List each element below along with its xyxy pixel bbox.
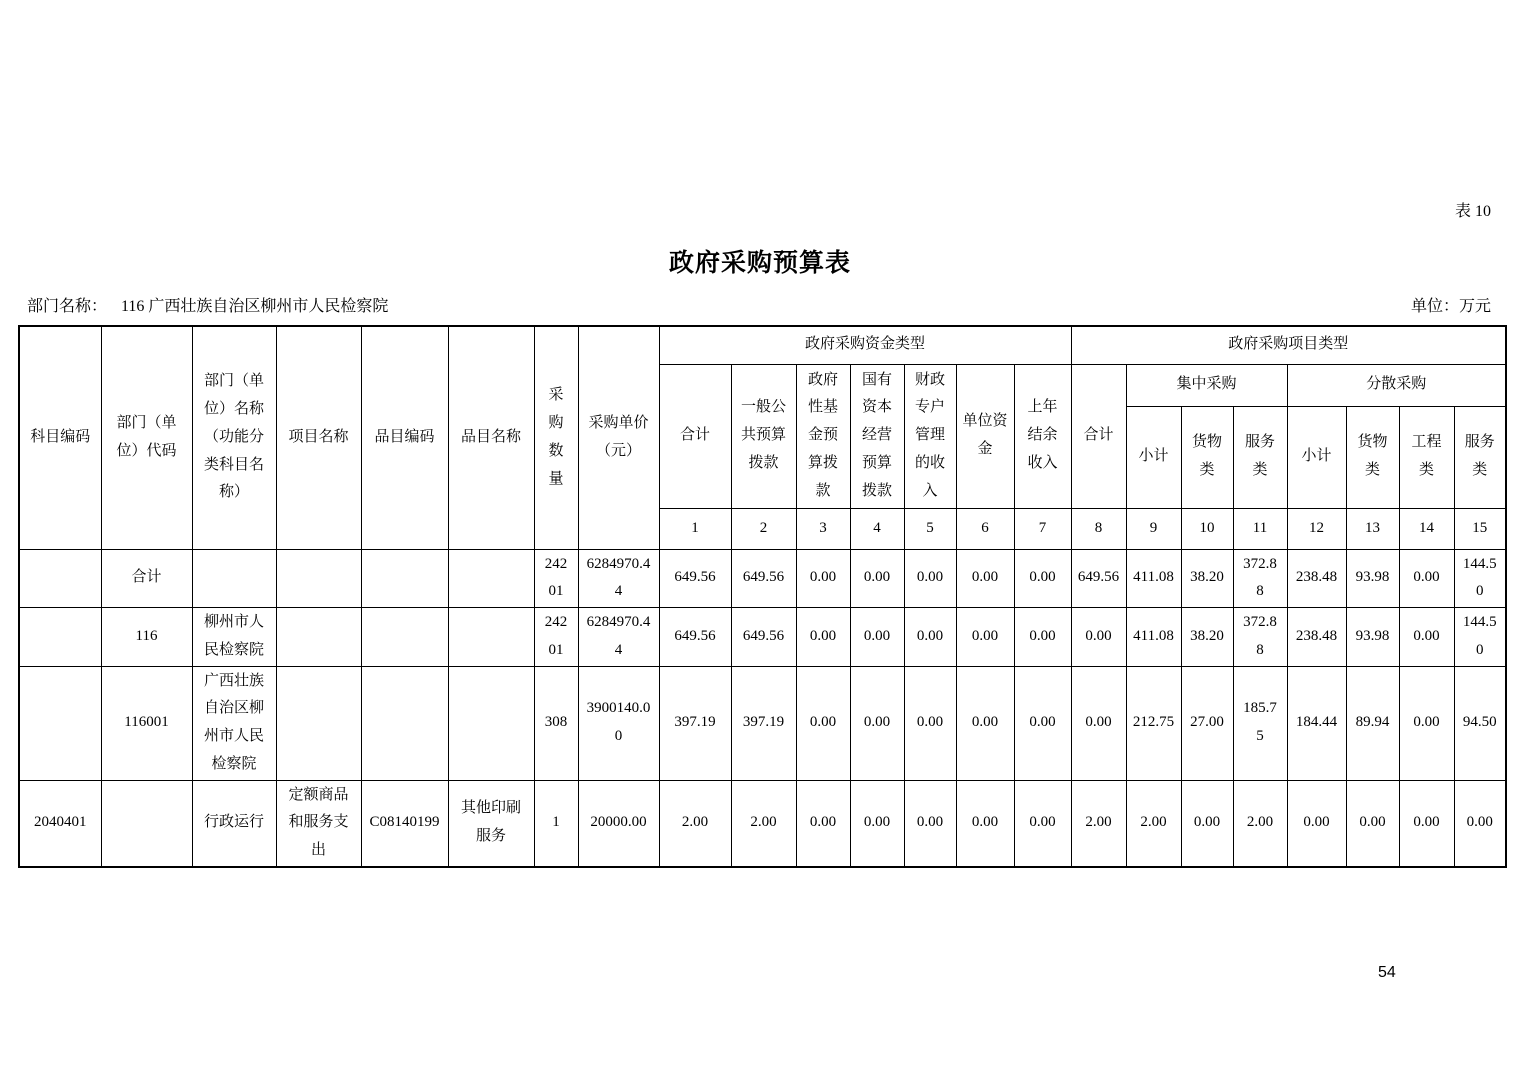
department-label: 部门名称：	[27, 298, 108, 315]
cell-value: 0.00	[956, 608, 1014, 667]
cell-item-name: 其他印刷服务	[448, 780, 534, 867]
cell-dept-name: 柳州市人民检察院	[192, 608, 276, 667]
table-row-item	[19, 780, 1506, 867]
header-prior-year-surplus: 上年结余收入	[1014, 364, 1071, 508]
procurement-budget-table	[18, 325, 1507, 868]
cell-item-code	[361, 666, 448, 780]
header-unit-price: 采购单价（元）	[578, 326, 659, 549]
cell-value: 38.20	[1181, 608, 1233, 667]
cell-unit-price: 20000.00	[578, 780, 659, 867]
cell-value: 0.00	[850, 666, 904, 780]
header-decentralized-goods: 货物类	[1346, 406, 1399, 508]
header-unit-funds: 单位资金	[956, 364, 1014, 508]
cell-value: 0.00	[956, 780, 1014, 867]
cell-value: 0.00	[1014, 608, 1071, 667]
table-row-total	[19, 549, 1506, 608]
cell-value: 0.00	[1071, 608, 1126, 667]
header-fund-total: 合计	[659, 364, 731, 508]
col-number: 1	[659, 508, 731, 549]
cell-dept-name	[192, 549, 276, 608]
cell-item-code: C08140199	[361, 780, 448, 867]
department-value: 116 广西壮族自治区柳州市人民检察院	[121, 298, 389, 315]
cell-value: 0.00	[1399, 608, 1454, 667]
cell-project-name	[276, 549, 361, 608]
cell-project-name	[276, 666, 361, 780]
cell-value: 0.00	[1181, 780, 1233, 867]
col-number: 11	[1233, 508, 1287, 549]
cell-value: 89.94	[1346, 666, 1399, 780]
cell-value: 0.00	[1014, 780, 1071, 867]
header-dept-code: 部门（单位）代码	[101, 326, 192, 549]
col-number: 12	[1287, 508, 1346, 549]
cell-value: 0.00	[1399, 549, 1454, 608]
cell-value: 38.20	[1181, 549, 1233, 608]
header-centralized-goods: 货物类	[1181, 406, 1233, 508]
cell-unit-price: 6284970.44	[578, 608, 659, 667]
cell-subject-code	[19, 549, 101, 608]
cell-value: 0.00	[796, 780, 850, 867]
cell-value: 649.56	[731, 549, 796, 608]
col-number: 8	[1071, 508, 1126, 549]
cell-value: 27.00	[1181, 666, 1233, 780]
cell-dept-code	[101, 780, 192, 867]
cell-value: 144.50	[1454, 549, 1506, 608]
cell-value: 372.88	[1233, 549, 1287, 608]
cell-value: 0.00	[796, 549, 850, 608]
cell-value: 0.00	[1287, 780, 1346, 867]
col-number: 9	[1126, 508, 1181, 549]
cell-value: 0.00	[1014, 666, 1071, 780]
cell-value: 2.00	[1071, 780, 1126, 867]
header-centralized-services: 服务类	[1233, 406, 1287, 508]
cell-dept-code: 116	[101, 608, 192, 667]
cell-value: 212.75	[1126, 666, 1181, 780]
header-decentralized-services: 服务类	[1454, 406, 1506, 508]
col-number: 5	[904, 508, 956, 549]
cell-value: 397.19	[731, 666, 796, 780]
cell-value: 238.48	[1287, 608, 1346, 667]
cell-qty: 24201	[534, 608, 578, 667]
cell-value: 649.56	[1071, 549, 1126, 608]
header-qty: 采购数量	[534, 326, 578, 549]
unit-label: 单位：万元	[1410, 298, 1491, 315]
department-line	[27, 293, 388, 316]
cell-item-name	[448, 549, 534, 608]
cell-value: 0.00	[904, 549, 956, 608]
header-state-capital-budget: 国有资本经营预算拨款	[850, 364, 904, 508]
cell-subject-code: 2040401	[19, 780, 101, 867]
cell-value: 397.19	[659, 666, 731, 780]
cell-qty: 308	[534, 666, 578, 780]
cell-project-name	[276, 608, 361, 667]
header-row-groups	[19, 326, 1506, 364]
cell-value: 411.08	[1126, 608, 1181, 667]
cell-value: 411.08	[1126, 549, 1181, 608]
cell-value: 0.00	[850, 608, 904, 667]
cell-item-code	[361, 549, 448, 608]
cell-value: 0.00	[904, 780, 956, 867]
cell-value: 2.00	[1126, 780, 1181, 867]
cell-value: 144.50	[1454, 608, 1506, 667]
cell-dept-code: 116001	[101, 666, 192, 780]
cell-value: 0.00	[1399, 780, 1454, 867]
header-item-code: 品目编码	[361, 326, 448, 549]
header-project-name: 项目名称	[276, 326, 361, 549]
header-dept-name: 部门（单位）名称（功能分类科目名称）	[192, 326, 276, 549]
cell-subject-code	[19, 608, 101, 667]
col-number: 3	[796, 508, 850, 549]
cell-value: 93.98	[1346, 608, 1399, 667]
col-number: 4	[850, 508, 904, 549]
col-number: 7	[1014, 508, 1071, 549]
cell-value: 649.56	[659, 549, 731, 608]
cell-value: 2.00	[1233, 780, 1287, 867]
cell-value: 2.00	[731, 780, 796, 867]
cell-qty: 1	[534, 780, 578, 867]
cell-value: 0.00	[956, 549, 1014, 608]
col-number: 6	[956, 508, 1014, 549]
cell-value: 185.75	[1233, 666, 1287, 780]
col-number: 14	[1399, 508, 1454, 549]
table-row-unit	[19, 666, 1506, 780]
cell-value: 0.00	[1014, 549, 1071, 608]
header-project-total: 合计	[1071, 364, 1126, 508]
header-govt-fund-budget: 政府性基金预算拨款	[796, 364, 850, 508]
cell-qty: 24201	[534, 549, 578, 608]
cell-project-name: 定额商品和服务支出	[276, 780, 361, 867]
col-number: 2	[731, 508, 796, 549]
cell-value: 0.00	[796, 666, 850, 780]
cell-value: 0.00	[1346, 780, 1399, 867]
header-centralized-subtotal: 小计	[1126, 406, 1181, 508]
page-number: 54	[1378, 964, 1396, 981]
page-title: 政府采购预算表	[668, 250, 851, 277]
cell-value: 2.00	[659, 780, 731, 867]
header-decentralized-subtotal: 小计	[1287, 406, 1346, 508]
header-subject-code: 科目编码	[19, 326, 101, 549]
header-decentralized-group: 分散采购	[1287, 364, 1506, 406]
cell-dept-name: 广西壮族自治区柳州市人民检察院	[192, 666, 276, 780]
cell-value: 0.00	[1399, 666, 1454, 780]
cell-item-code	[361, 608, 448, 667]
cell-unit-price: 3900140.00	[578, 666, 659, 780]
cell-value: 649.56	[659, 608, 731, 667]
header-general-budget: 一般公共预算拨款	[731, 364, 796, 508]
cell-value: 93.98	[1346, 549, 1399, 608]
cell-dept-name: 行政运行	[192, 780, 276, 867]
header-item-name: 品目名称	[448, 326, 534, 549]
cell-value: 0.00	[956, 666, 1014, 780]
cell-value: 0.00	[850, 780, 904, 867]
cell-value: 0.00	[1454, 780, 1506, 867]
table-row-dept	[19, 608, 1506, 667]
cell-value: 0.00	[796, 608, 850, 667]
cell-item-name	[448, 608, 534, 667]
cell-value: 238.48	[1287, 549, 1346, 608]
header-fund-type-group: 政府采购资金类型	[659, 326, 1071, 364]
cell-item-name	[448, 666, 534, 780]
cell-value: 0.00	[850, 549, 904, 608]
cell-value: 372.88	[1233, 608, 1287, 667]
header-decentralized-works: 工程类	[1399, 406, 1454, 508]
col-number: 13	[1346, 508, 1399, 549]
col-number: 10	[1181, 508, 1233, 549]
header-fiscal-account-income: 财政专户管理的收入	[904, 364, 956, 508]
cell-value: 0.00	[904, 666, 956, 780]
cell-dept-code: 合计	[101, 549, 192, 608]
cell-value: 94.50	[1454, 666, 1506, 780]
col-number: 15	[1454, 508, 1506, 549]
cell-unit-price: 6284970.44	[578, 549, 659, 608]
table-number-tag: 表 10	[1454, 203, 1491, 220]
header-project-type-group: 政府采购项目类型	[1071, 326, 1506, 364]
cell-value: 184.44	[1287, 666, 1346, 780]
cell-value: 0.00	[904, 608, 956, 667]
cell-value: 0.00	[1071, 666, 1126, 780]
cell-subject-code	[19, 666, 101, 780]
cell-value: 649.56	[731, 608, 796, 667]
header-centralized-group: 集中采购	[1126, 364, 1287, 406]
